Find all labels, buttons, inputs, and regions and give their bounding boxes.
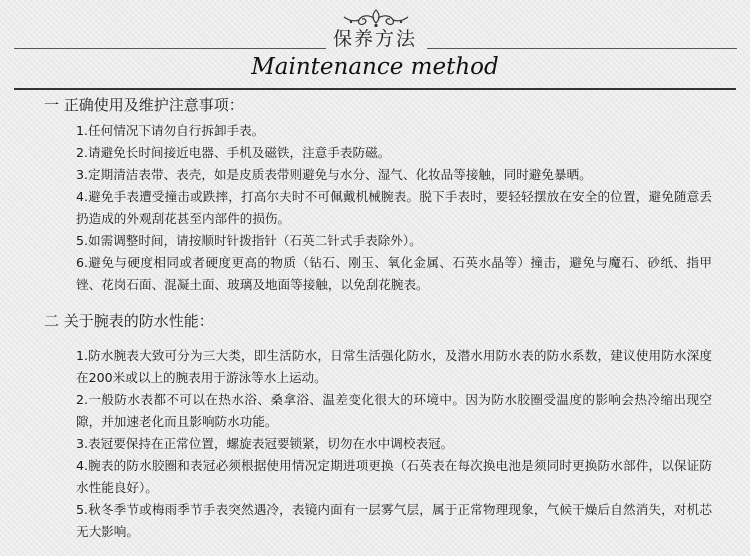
title-divider-left (14, 48, 326, 49)
water-resistance-list (76, 345, 712, 543)
section-title-usage-care: 一 正确使用及维护注意事项： (44, 96, 244, 114)
section-title-water-resistance: 二 关于腕表的防水性能： (44, 312, 214, 330)
list-item: 3.定期清洁表带、表壳，如是皮质表带则避免与水分、湿气、化妆品等接触，同时避免暴晒。 (76, 167, 592, 182)
header-bottom-rule (14, 88, 736, 90)
title-divider-right (427, 48, 737, 49)
page-header (0, 0, 750, 90)
list-item: 2.一般防水表都不可以在热水浴、桑拿浴、温差变化很大的环境中。因为防水胶圈受温度的影响会热冷缩出现空隙，并加速老化而且影响防水功能。 (76, 392, 712, 429)
list-item: 1.防水腕表大致可分为三大类，即生活防水，日常生活强化防水，及潜水用防水表的防水系数，建议使用防水深度在200米或以上的腕表用于游泳等水上运动。 (76, 348, 712, 385)
page-title-english: Maintenance method (251, 54, 499, 80)
list-item: 4.避免手表遭受撞击或跌摔，打高尔夫时不可佩戴机械腕表。脱下手表时，要轻轻摆放在安全的位置，避免随意丢扔造成的外观刮花甚至内部件的损伤。 (76, 189, 712, 226)
list-item: 1.任何情况下请勿自行拆卸手表。 (76, 123, 265, 138)
list-item: 5.如需调整时间，请按顺时针拨指针（石英二针式手表除外）。 (76, 233, 422, 248)
list-item: 6.避免与硬度相同或者硬度更高的物质（钻石、刚玉、氧化金属、石英水晶等）撞击，避免与魔石、砂纸、指甲锉、花岗石面、混凝土面、玻璃及地面等接触，以免刮花腕表。 (76, 255, 712, 292)
list-item: 2.请避免长时间接近电器、手机及磁铁，注意手表防磁。 (76, 145, 391, 160)
list-item: 5.秋冬季节或梅雨季节手表突然遇冷，表镜内面有一层雾气层，属于正常物理现象，气候干燥后自然消失，对机芯无大影响。 (76, 502, 712, 539)
list-item: 4.腕表的防水胶圈和表冠必须根据使用情况定期进项更换（石英表在每次换电池是须同时更换防水部件，以保证防水性能良好）。 (76, 458, 712, 495)
usage-care-list (76, 120, 712, 296)
list-item: 3.表冠要保持在正常位置，螺旋表冠要锁紧，切勿在水中调校表冠。 (76, 436, 454, 451)
page-title-chinese: 保养方法 (332, 28, 417, 50)
